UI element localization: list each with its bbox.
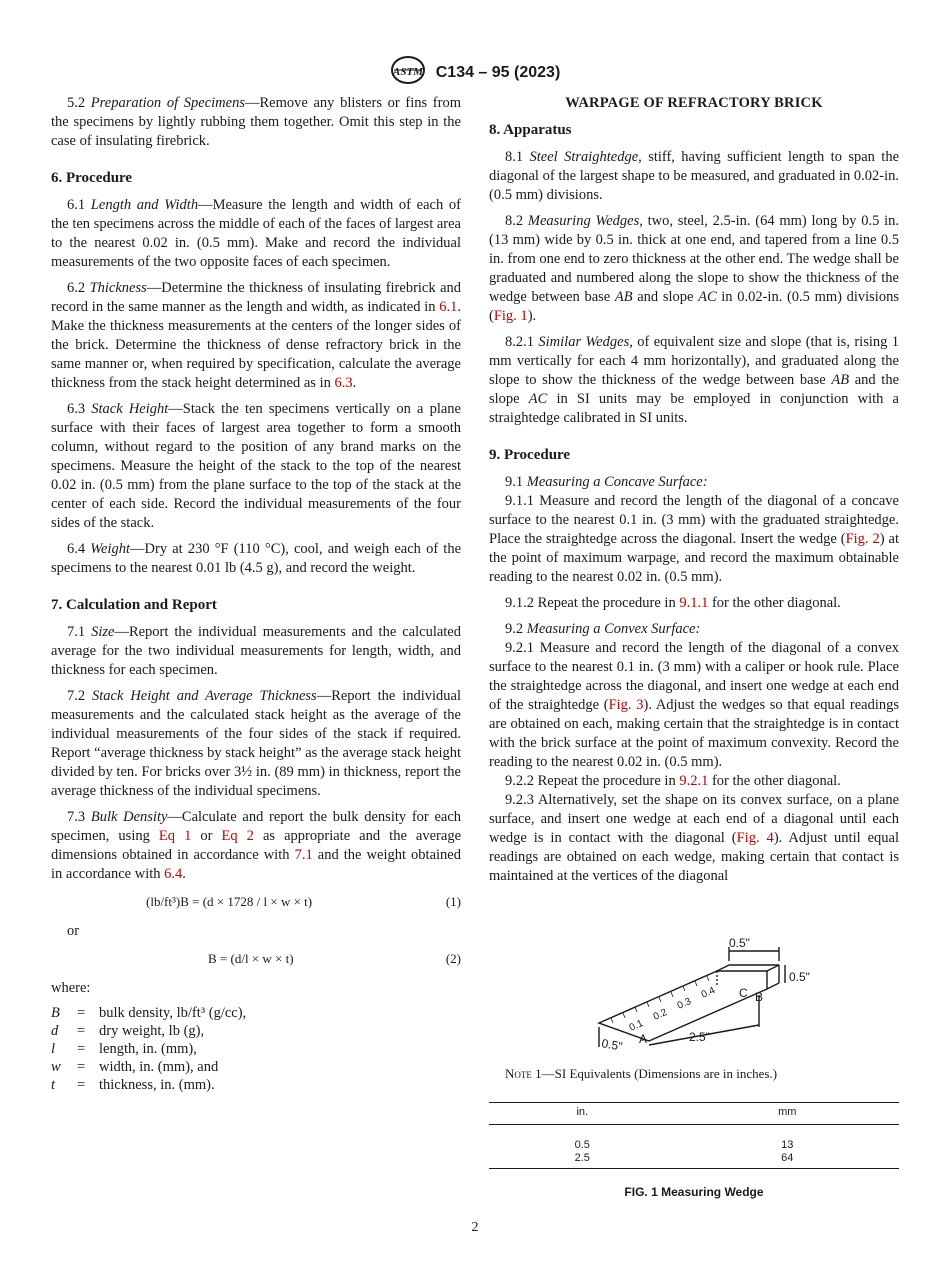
heading-procedure-9: 9. Procedure xyxy=(489,447,571,463)
dim-top-label: 0.5" xyxy=(729,936,750,950)
ref-6-1-link[interactable]: 6.1 xyxy=(439,299,458,315)
ref-eq2-link[interactable]: Eq 2 xyxy=(221,828,254,844)
equation-2 xyxy=(51,949,461,969)
ref-fig2-link[interactable]: Fig. 2 xyxy=(845,531,880,547)
ref-fig3-link[interactable]: Fig. 3 xyxy=(608,697,644,713)
paragraph-7-2: 7.2 Stack Height and Average Thickness—Report the individual measurements and the calculated stack height as the average of the individual measurements of the four sides of the stack if required. Report “average thickness by stack height” as the average stack height divided by ten. For bricks over 3½ in. (89 mm) in thickness, report the average thickness of the individual specimens. xyxy=(51,688,461,799)
equation-1-expression: (lb/ft³)B = (d × 1728 / l × w × t) xyxy=(146,894,313,909)
paragraph-6-1: 6.1 Length and Width—Measure the length and width of each of the ten specimens across the middle of each of the faces of largest area to the nearest 0.02 in. (0.5 mm). Make and record the individual measurements of the two opposite faces of each specimen. xyxy=(51,197,462,270)
paragraph-7-3: 7.3 Bulk Density—Calculate and report the bulk density for each specimen, using Eq 1 or Eq 2 as appropriate and the average dimensions obtained in accordance with 7.1 and the weight obtained in accordance with 6.4. xyxy=(51,809,462,882)
ref-9-1-1-link[interactable]: 9.1.1 xyxy=(679,595,709,611)
ref-7-1-link[interactable]: 7.1 xyxy=(294,847,313,863)
variable-definitions xyxy=(51,1004,461,1094)
page-header xyxy=(0,55,950,85)
ref-6-3-link[interactable]: 6.3 xyxy=(334,375,353,391)
left-column xyxy=(51,94,461,1094)
table-row: 2.5 64 xyxy=(574,1152,794,1164)
paragraph-5-2: 5.2 Preparation of Specimens—Remove any blisters or fins from the specimens by lightly rubbing them together. Omit this step in the case of insulating firebrick. xyxy=(51,95,461,149)
tick-label: 0.3 xyxy=(675,996,693,1012)
paragraph-6-3: 6.3 Stack Height—Stack the ten specimens vertically on a plane surface with their faces of largest area together to form a smooth column, without regard to the position of any brand marks on the specimens. Measure the height of the stack to the top of the nearest 0.02 in. (0.5 mm) from the plane surface to the top of the stack at the center of each side. Record the individual measurements of the four sides of the stack. xyxy=(51,401,461,531)
heading-apparatus: 8. Apparatus xyxy=(489,122,572,138)
svg-text:ASTM: ASTM xyxy=(392,66,423,78)
document-id: C134 – 95 (2023) xyxy=(435,63,561,81)
where-label: where: xyxy=(51,980,91,996)
heading-calculation-report: 7. Calculation and Report xyxy=(51,597,217,613)
heading-procedure: 6. Procedure xyxy=(51,170,133,186)
definition-row: t = thickness, in. (mm). xyxy=(51,1077,215,1093)
vertex-c-label: C xyxy=(739,986,748,1000)
table-header: in. xyxy=(576,1106,589,1118)
paragraph-7-1: 7.1 Size—Report the individual measurements and the calculated average for the two individual measurements for length, width, and thickness for each specimen. xyxy=(51,624,461,678)
dim-bottom-left-label: 0.5" xyxy=(600,1036,624,1054)
paragraph-9-1-2: 9.1.2 Repeat the procedure in 9.1.1 for the other diagonal. xyxy=(505,595,841,611)
measuring-wedge-drawing xyxy=(489,935,899,1055)
definition-row: B = bulk density, lb/ft³ (g/cc), xyxy=(51,1005,247,1021)
dim-right-label: 0.5" xyxy=(789,970,810,984)
table-row: 0.5 13 xyxy=(574,1139,794,1151)
section-title-warpage: WARPAGE OF REFRACTORY BRICK xyxy=(565,95,823,111)
tick-label: 0.2 xyxy=(651,1007,669,1023)
tick-label: 0.4 xyxy=(699,985,717,1001)
definition-row: l = length, in. (mm), xyxy=(51,1041,197,1057)
tick-label: 0.1 xyxy=(627,1018,645,1034)
page-number: 2 xyxy=(471,1220,479,1235)
equation-2-expression: B = (d/l × w × t) xyxy=(208,951,294,966)
table-header: mm xyxy=(778,1106,797,1118)
ref-eq1-link[interactable]: Eq 1 xyxy=(158,828,192,844)
paragraph-8-2-1: 8.2.1 Similar Wedges, of equivalent size and slope (that is, rising 1 mm vertically for each 4 mm horizontally), and graduated along the slope to show the thickness of the wedge between base AB and the slope AC in SI units may be employed in conjunction with a straightedge calibrated in SI units. xyxy=(489,334,900,426)
astm-logo xyxy=(390,55,426,90)
dim-length-label: 2.5" xyxy=(689,1030,710,1044)
paragraph-9-1: 9.1 Measuring a Concave Surface: xyxy=(505,474,708,490)
paragraph-9-1-1: 9.1.1 Measure and record the length of the diagonal of a concave surface to the nearest 0.1 in. (3 mm) with the graduated straightedge. Place the straightedge across the diagonal. Insert the wedge (Fig. 2) at the point of maximum warpage, and record the maximum obtainable reading to the nearest 0.02 in. (0.5 mm). xyxy=(489,493,900,585)
equation-1-number: (1) xyxy=(445,894,461,909)
paragraph-9-2-3: 9.2.3 Alternatively, set the shape on its convex surface, on a plane surface, and insert one wedge at each end of a diagonal until each wedge is in contact with the diagonal (Fig. 4). Adjust until equal readings are obtained on each wedge, making certain that contact is maintained at the vertices of the diagonal xyxy=(489,792,899,884)
vertex-b-label: B xyxy=(755,990,764,1004)
equation-2-number: (2) xyxy=(445,951,461,966)
equation-1 xyxy=(51,892,461,912)
ref-6-4-link[interactable]: 6.4 xyxy=(164,866,183,882)
definition-row: w = width, in. (mm), and xyxy=(51,1059,219,1075)
ref-fig1-link[interactable]: Fig. 1 xyxy=(493,308,528,324)
right-column xyxy=(489,94,899,886)
or-text: or xyxy=(67,923,80,939)
paragraph-8-1: 8.1 Steel Straightedge, stiff, having sufficient length to span the diagonal of the largest shape to be measured, and graduated in 0.02-in. (0.5 mm) divisions. xyxy=(489,149,900,203)
figure-note: Note 1—SI Equivalents (Dimensions are in inches.) xyxy=(505,1066,778,1081)
ref-9-2-1-link[interactable]: 9.2.1 xyxy=(679,773,709,789)
figure-caption: FIG. 1 Measuring Wedge xyxy=(624,1185,764,1199)
paragraph-9-2: 9.2 Measuring a Convex Surface: xyxy=(505,621,701,637)
vertex-a-label: A xyxy=(639,1032,648,1046)
paragraph-6-4: 6.4 Weight—Dry at 230 °F (110 °C), cool, and weigh each of the specimens to the nearest 0.01 lb (4.5 g), and record the weight. xyxy=(51,541,462,576)
paragraph-6-2: 6.2 Thickness—Determine the thickness of insulating firebrick and record in the same manner as the length and width, as indicated in 6.1. Make the thickness measurements at the centers of the longer sides of the brick. Determine the thickness of dense refractory brick in the same manner or, when required by specification, calculate the average thickness from the stack height determined as in 6.3. xyxy=(51,280,462,391)
paragraph-9-2-1: 9.2.1 Measure and record the length of the diagonal of a convex surface to the nearest 0.1 in. (3 mm) with a caliper or hook rule. Place the straightedge across the diagonal, and insert one wedge at each end of the straightedge (Fig. 3). Adjust the wedges so that equal readings are obtained on each, making certain that the straightedge is in contact with the brick surface at the point of maximum convexity. Record the reading to the nearest 0.02 in. (0.5 mm). xyxy=(489,640,899,770)
paragraph-9-2-2: 9.2.2 Repeat the procedure in 9.2.1 for the other diagonal. xyxy=(505,773,841,789)
si-equivalents-table xyxy=(489,1102,899,1169)
paragraph-8-2: 8.2 Measuring Wedges, two, steel, 2.5-in. (64 mm) long by 0.5 in. (13 mm) wide by 0.5 in. thick at one end, and tapered from a line 0.5 in. from one end to zero thickness at the other end. The wedge shall be graduated and numbered along the slope to show the thickness of the wedge between base AB and slope AC in 0.02-in. (0.5 mm) divisions (Fig. 1). xyxy=(489,213,900,324)
ref-fig4-link[interactable]: Fig. 4 xyxy=(736,830,774,846)
definition-row: d = dry weight, lb (g), xyxy=(51,1023,205,1039)
figure-1 xyxy=(489,935,899,1199)
